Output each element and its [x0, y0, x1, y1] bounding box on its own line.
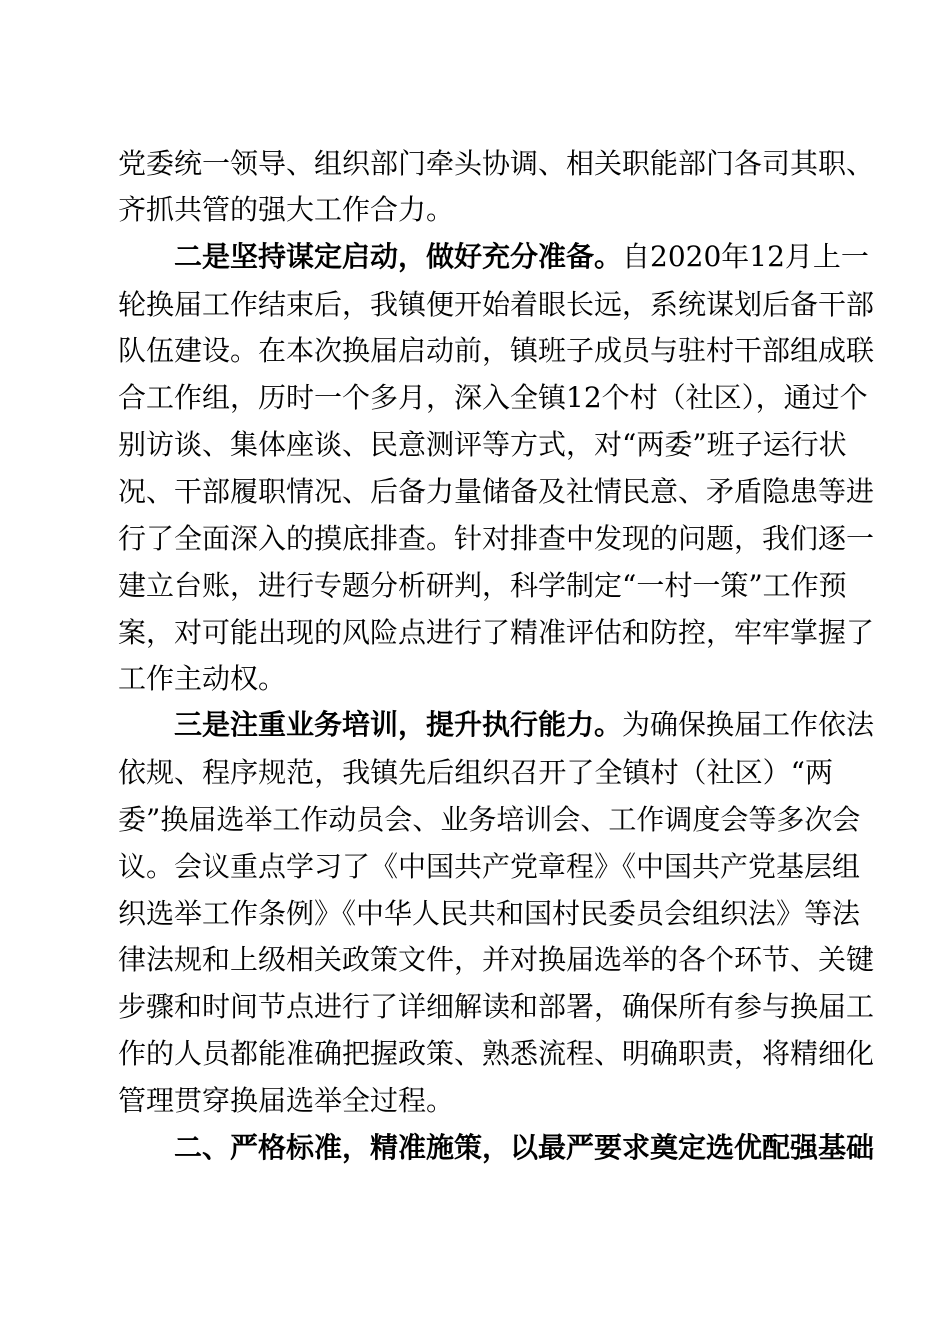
- line-text: 别访谈、集体座谈、民意测评等方式，对“两委”班子运行状: [118, 428, 847, 461]
- body-text-line: [118, 1076, 833, 1126]
- body-text-line: [118, 654, 833, 704]
- line-text: 议。会议重点学习了《中国共产党章程》《中国共产党基层组: [118, 850, 861, 883]
- line-text: 案，对可能出现的风险点进行了精准评估和防控，牢牢掌握了: [118, 616, 875, 649]
- body-text-line: [118, 420, 847, 470]
- line-text: 工作主动权。: [118, 662, 287, 695]
- body-text-line: [118, 842, 861, 892]
- line-text: 步骤和时间节点进行了详细解读和部署，确保所有参与换届工: [118, 990, 875, 1023]
- body-text-line: [118, 373, 868, 423]
- paragraph-lead: 三是注重业务培训，提升执行能力。: [174, 708, 623, 741]
- section-heading: 二、严格标准，精准施策，以最严要求奠定选优配强基础: [174, 1131, 875, 1164]
- line-text: 队伍建设。在本次换届启动前，镇班子成员与驻村干部组成联: [118, 334, 875, 367]
- paragraph-lead: 二是坚持谋定启动，做好充分准备。: [174, 240, 623, 273]
- body-text-line: [118, 608, 875, 658]
- line-text: 依规、程序规范，我镇先后组织召开了全镇村（社区）“两: [118, 756, 833, 789]
- line-text: 织选举工作条例》《中华人民共和国村民委员会组织法》等法: [118, 897, 861, 930]
- line-text: 况、干部履职情况、后备力量储备及社情民意、矛盾隐患等进: [118, 475, 875, 508]
- line-text: 管理贯穿换届选举全过程。: [118, 1084, 455, 1117]
- body-text-line: [118, 467, 875, 517]
- body-text-line: [118, 935, 875, 985]
- line-text: 齐抓共管的强大工作合力。: [118, 193, 455, 226]
- line-text: 轮换届工作结束后，我镇便开始着眼长远，系统谋划后备干部: [118, 288, 875, 321]
- line-text: 党委统一领导、组织部门牵头协调、相关职能部门各司其职、: [118, 147, 875, 180]
- line-text: 委”换届选举工作动员会、业务培训会、工作调度会等多次会: [118, 803, 861, 836]
- line-text: 建立台账，进行专题分析研判，科学制定“一村一策”工作预: [118, 569, 847, 602]
- body-text-line: [118, 795, 861, 845]
- body-text-line: [118, 514, 875, 564]
- body-text-line: [118, 280, 875, 330]
- line-text: 合工作组，历时一个多月，深入全镇12个村（社区），通过个: [118, 381, 868, 414]
- body-text-line: [118, 139, 875, 189]
- body-text-line: [118, 748, 833, 798]
- paragraph-first-line: [174, 700, 875, 750]
- body-text-line: [118, 1029, 875, 1079]
- body-text-line: [118, 889, 861, 939]
- paragraph-first-line: [174, 232, 869, 282]
- line-text: 律法规和上级相关政策文件，并对换届选举的各个环节、关键: [118, 943, 875, 976]
- line-text: 为确保换届工作依法: [622, 708, 875, 741]
- line-text: 作的人员都能准确把握政策、熟悉流程、明确职责，将精细化: [118, 1037, 875, 1070]
- body-text-line: [118, 326, 875, 376]
- body-text-line: [118, 185, 833, 235]
- body-text-line: [118, 561, 847, 611]
- line-text: 行了全面深入的摸底排查。针对排查中发现的问题，我们逐一: [118, 522, 875, 555]
- line-text: 自2020年12月上一: [622, 240, 869, 273]
- body-text-line: [118, 982, 875, 1032]
